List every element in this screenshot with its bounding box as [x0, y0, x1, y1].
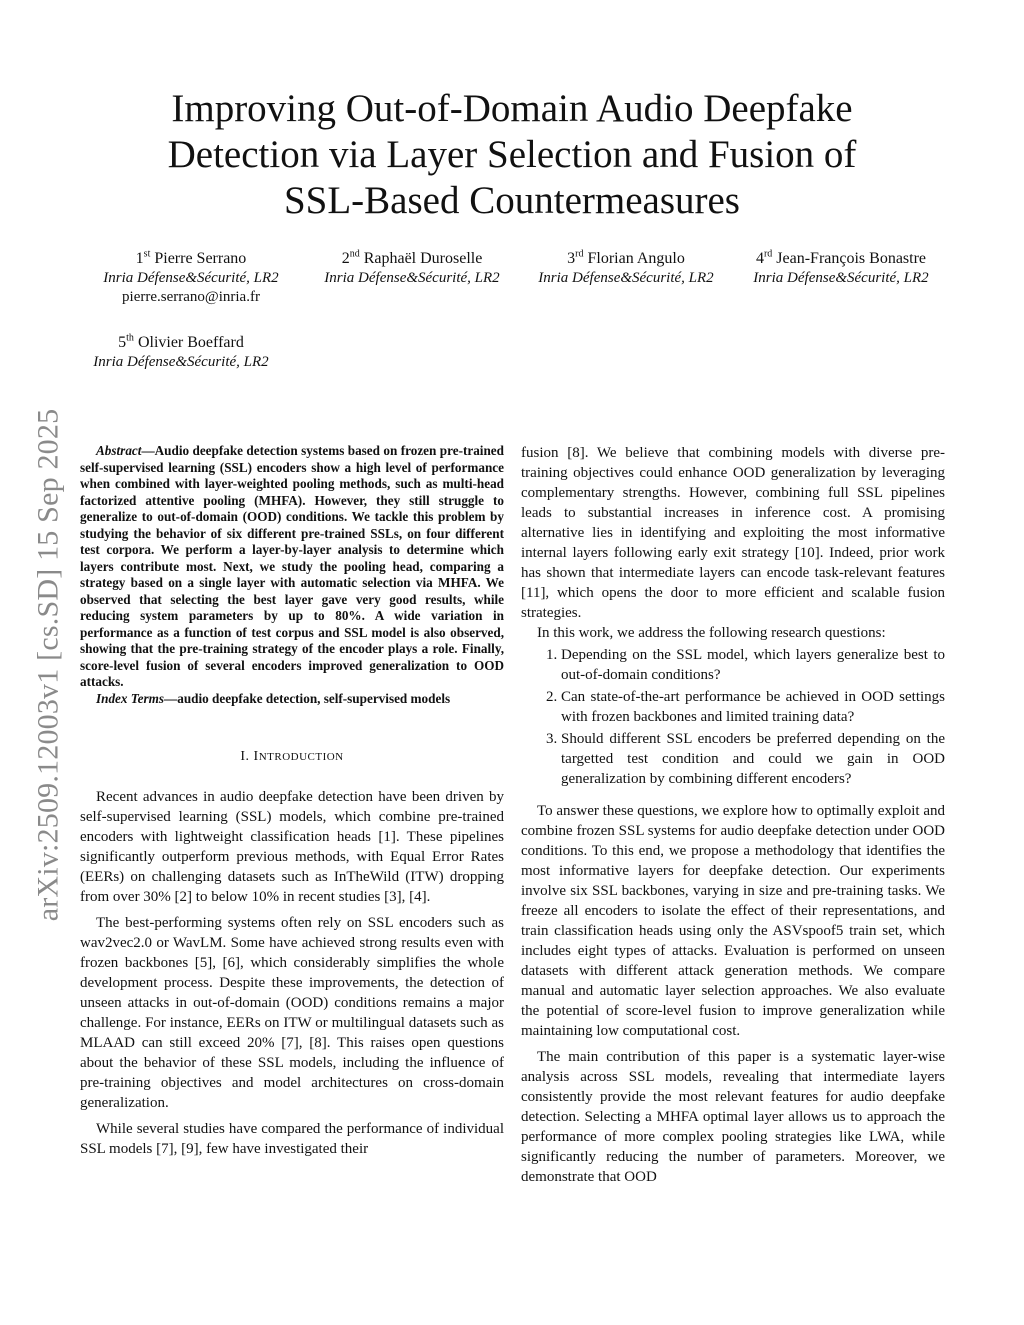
author-affiliation: Inria Défense&Sécurité, LR2	[103, 270, 279, 286]
paper-title	[90, 86, 934, 224]
author-name: Olivier Boeffard	[137, 334, 244, 351]
left-column	[80, 443, 504, 1159]
author-1	[76, 249, 306, 307]
section-heading	[80, 747, 504, 767]
author-5	[66, 333, 296, 372]
arxiv-stamp-text: arXiv:2509.12003v1 [cs.SD] 15 Sep 2025	[31, 408, 64, 922]
research-questions	[521, 645, 945, 789]
author-3	[511, 249, 741, 288]
author-ordinal-suffix: rd	[575, 248, 584, 260]
author-ordinal: 4	[755, 250, 764, 267]
index-terms-label: Index Terms	[96, 690, 165, 706]
arxiv-stamp	[28, 375, 68, 955]
intro-paragraph: Recent advances in audio deepfake detection have been driven by self-supervised learning (SSL) models, which combine pre-trained encoders with lightweight classification heads [1]. These pipelines significantly outperform previous methods, with Equal Error Rates (EERs) on challenging datasets such as InTheWild (ITW) dropping from over 30% [2] to below 10% in recent studies [3], [4].	[80, 789, 504, 905]
section-initial: I	[253, 749, 259, 764]
author-4	[726, 249, 956, 288]
index-terms-text: —audio deepfake detection, self-supervised models	[164, 690, 451, 706]
abstract-label: Abstract	[96, 443, 142, 458]
author-name: Florian Angulo	[587, 250, 685, 267]
question-item: 1. Depending on the SSL model, which layers generalize best to out-of-domain conditions?	[561, 645, 945, 685]
author-affiliation: Inria Défense&Sécurité, LR2	[324, 270, 500, 286]
question-item: 3. Should different SSL encoders be preferred depending on the targetted test condition and could we gain in OOD generalization by combining different encoders?	[561, 729, 945, 789]
author-ordinal: 2	[341, 250, 350, 267]
author-ordinal: 5	[118, 334, 127, 351]
author-name: Jean-François Bonastre	[776, 250, 927, 267]
body-paragraph: To answer these questions, we explore how to optimally exploit and combine frozen SSL systems for audio deepfake detection under OOD conditions. To this end, we propose a methodology that identifies the most informative layers for deepfake detection. Our experiments involve six SSL backbones, varying in size and pre-training tasks. We freeze all encoders to isolate the effect of their representations, and train classification heads using only the ASVspoof5 train set, which includes eight types of attacks. Evaluation is performed on unseen datasets with different attack generation methods. We compare manual and automatic layer selection approaches. We also evaluate the potential of score-level fusion to improve generalization while maintaining low computational cost.	[521, 803, 945, 1039]
continuation-paragraph: fusion [8]. We believe that combining models with diverse pre-training objectives could enhance OOD generalization by leveraging complementary strengths. However, combining full SSL pipelines leads to substantial increases in inference cost. A promising alternative lies in identifying and exploiting the most informative internal layers following early exit strategy [10]. Indeed, prior work has shown that intermediate layers can encode task-relevant features [11], which opens the door to more efficient and scalable fusion strategies.	[521, 445, 945, 621]
author-ordinal-suffix: st	[143, 248, 151, 260]
intro-paragraph: While several studies have compared the performance of individual SSL models [7], [9], few have investigated their	[80, 1121, 504, 1157]
author-ordinal-suffix: nd	[349, 248, 360, 260]
author-affiliation: Inria Défense&Sécurité, LR2	[753, 270, 929, 286]
title-line: Detection via Layer Selection and Fusion of	[167, 133, 857, 176]
author-ordinal: 3	[567, 250, 576, 267]
section-numeral: I.	[240, 749, 250, 764]
section-rest: NTRODUCTION	[258, 751, 344, 763]
right-column	[521, 443, 945, 1187]
abstract	[80, 443, 504, 691]
abstract-text: —Audio deepfake detection systems based on frozen pre-trained self-supervised learning (SSL) encoders show a high level of performance when combined with layer-weighted pooling methods, such as multi-head factorized attentive pooling (MHFA). However, they still struggle to generalize to out-of-domain (OOD) conditions. We tackle this problem by studying the behavior of six different pre-trained SSLs, on four different test corpora. We perform a layer-by-layer analysis to determine which layers contribute most. Next, we study the pooling head, comparing a strategy based on a single layer with automatic selection via MHFA. We observed that selecting the best layer gave very good results, while reducing system parameters by up to 80%. A wide variation in performance as a function of test corpus and SSL model is also observed, showing that the pre-training strategy of the encoder plays a role. Finally, score-level fusion of several encoders improved generalization to OOD attacks.	[80, 443, 504, 689]
author-email: pierre.serrano@inria.fr	[122, 289, 260, 305]
title-line: Improving Out-of-Domain Audio Deepfake	[171, 87, 853, 130]
question-item: 2. Can state-of-the-art performance be achieved in OOD settings with frozen backbones and limited training data?	[561, 687, 945, 727]
author-name: Pierre Serrano	[154, 250, 247, 267]
author-ordinal-suffix: rd	[763, 248, 773, 260]
author-affiliation: Inria Défense&Sécurité, LR2	[93, 354, 269, 370]
index-terms	[80, 691, 504, 708]
author-ordinal-suffix: th	[126, 332, 134, 344]
author-affiliation: Inria Défense&Sécurité, LR2	[538, 270, 714, 286]
intro-paragraph: The best-performing systems often rely on SSL encoders such as wav2vec2.0 or WavLM. Some have achieved strong results even with frozen backbones [5], [6], which considerably simplifies the whole development process. Despite these improvements, the detection of unseen attacks in out-of-domain (OOD) conditions remains a major challenge. For instance, EERs on ITW or multilingual datasets such as MLAAD can still exceed 20% [7], [8]. This raises open questions about the behavior of these SSL models, including the influence of pre-training objectives and model architectures on cross-domain generalization.	[80, 915, 504, 1111]
author-ordinal: 1	[135, 250, 144, 267]
author-2	[297, 249, 527, 288]
questions-intro: In this work, we address the following research questions:	[537, 625, 886, 641]
title-line: SSL-Based Countermeasures	[283, 179, 740, 222]
author-name: Raphaël Duroselle	[363, 250, 483, 267]
body-paragraph: The main contribution of this paper is a systematic layer-wise analysis across SSL models, revealing that intermediate layers consistently provide the most relevant features for audio deepfake detection. Selecting a MHFA optimal layer allows us to approach the performance of more complex pooling strategies like LWA, while significantly reducing the number of parameters. Moreover, we demonstrate that OOD	[521, 1049, 945, 1185]
